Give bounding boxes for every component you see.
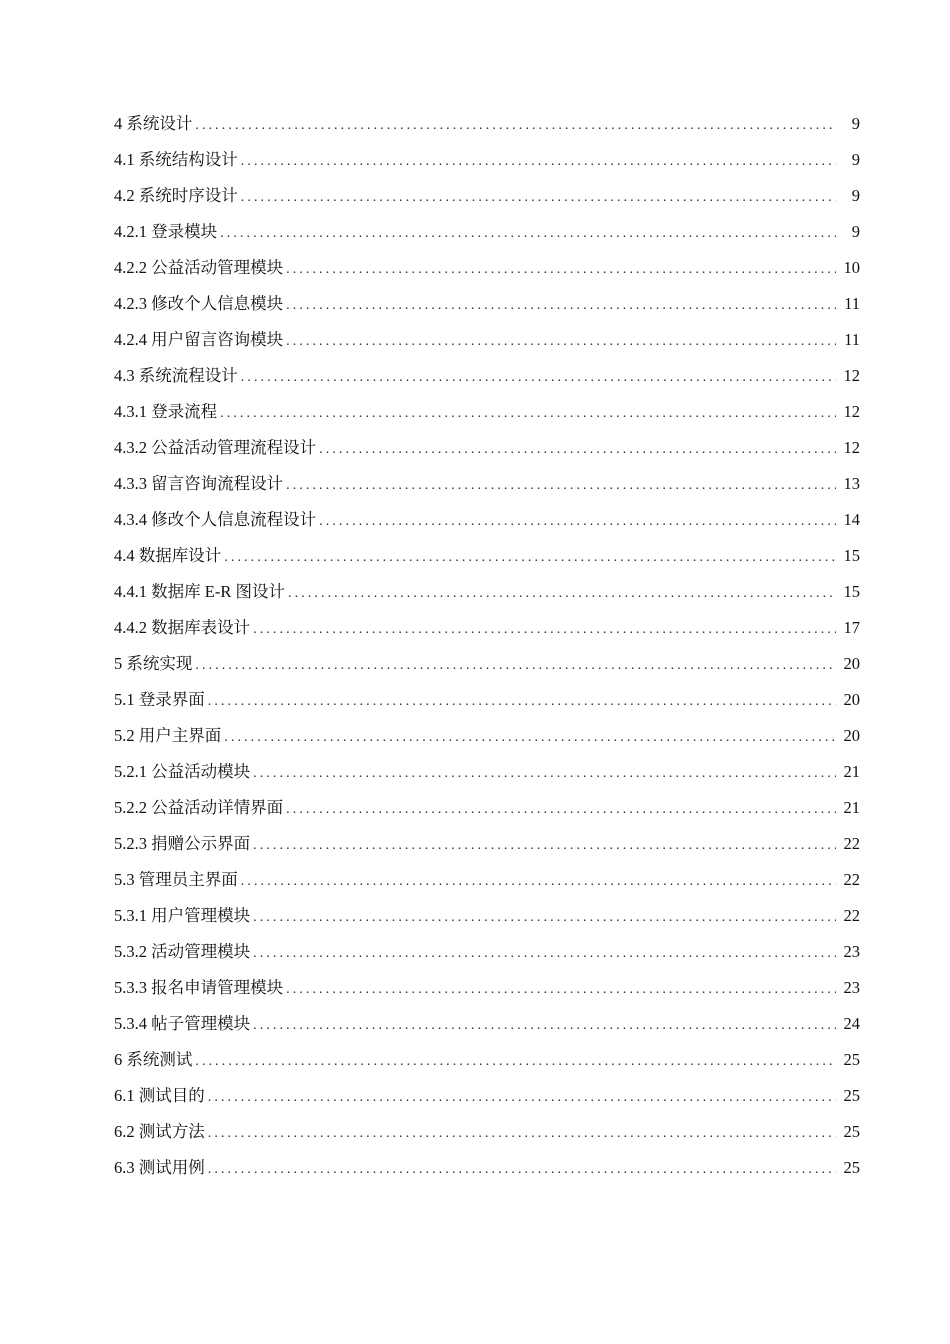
dot-leader	[241, 871, 836, 893]
toc-entry-page: 23	[843, 942, 860, 961]
toc-entry-page: 22	[843, 870, 860, 889]
toc-entry-page: 14	[843, 510, 860, 529]
dot-leader	[286, 799, 836, 821]
toc-entry-page: 15	[843, 546, 860, 565]
toc-entry-label: 4.2.2 公益活动管理模块	[114, 258, 284, 277]
toc-entry[interactable]	[114, 185, 860, 221]
toc-entry-label: 4.1 系统结构设计	[114, 150, 238, 169]
toc-entry[interactable]	[114, 617, 860, 653]
dot-leader	[208, 1087, 836, 1109]
toc-entry-page: 9	[851, 222, 860, 241]
toc-entry[interactable]	[114, 869, 860, 905]
toc-entry[interactable]	[114, 725, 860, 761]
toc-entry[interactable]	[114, 293, 860, 329]
dot-leader	[241, 151, 836, 173]
toc-entry-label: 6.2 测试方法	[114, 1122, 205, 1141]
dot-leader	[253, 1015, 836, 1037]
toc-entry-page: 24	[843, 1014, 860, 1033]
toc-entry-page: 20	[843, 654, 860, 673]
toc-entry-label: 4.2.3 修改个人信息模块	[114, 294, 284, 313]
dot-leader	[208, 1123, 836, 1145]
toc-entry-page: 11	[844, 294, 860, 313]
toc-entry-page: 12	[843, 438, 860, 457]
toc-entry-page: 11	[844, 330, 860, 349]
toc-entry[interactable]	[114, 653, 860, 689]
toc-entry[interactable]	[114, 1013, 860, 1049]
toc-entry-page: 15	[843, 582, 860, 601]
toc-entry[interactable]	[114, 689, 860, 725]
dot-leader	[286, 979, 836, 1001]
dot-leader	[253, 943, 836, 965]
toc-entry-label: 5.3.3 报名申请管理模块	[114, 978, 284, 997]
toc-entry[interactable]	[114, 941, 860, 977]
toc-entry-page: 9	[851, 150, 860, 169]
toc-entry[interactable]	[114, 1121, 860, 1157]
dot-leader	[286, 331, 836, 353]
toc-entry-page: 25	[843, 1158, 860, 1177]
toc-entry-label: 5.2.2 公益活动详情界面	[114, 798, 284, 817]
toc-entry[interactable]	[114, 977, 860, 1013]
toc-entry-page: 25	[843, 1122, 860, 1141]
dot-leader	[224, 547, 836, 569]
toc-entry[interactable]	[114, 509, 860, 545]
toc-entry-page: 17	[843, 618, 860, 637]
dot-leader	[286, 295, 836, 317]
toc-entry-page: 21	[843, 762, 860, 781]
toc-entry[interactable]	[114, 401, 860, 437]
toc-entry-page: 12	[843, 366, 860, 385]
toc-entry-page: 22	[843, 834, 860, 853]
toc-entry-label: 4.4.1 数据库 E-R 图设计	[114, 582, 285, 601]
dot-leader	[241, 187, 836, 209]
toc-entry-label: 5.2.3 捐赠公示界面	[114, 834, 251, 853]
dot-leader	[208, 1159, 836, 1181]
toc-entry-label: 4.2.4 用户留言咨询模块	[114, 330, 284, 349]
toc-entry[interactable]	[114, 833, 860, 869]
toc-entry-label: 4.4 数据库设计	[114, 546, 222, 565]
dot-leader	[224, 727, 836, 749]
toc-entry[interactable]	[114, 113, 860, 149]
dot-leader	[319, 511, 836, 533]
toc-entry-page: 22	[843, 906, 860, 925]
toc-entry-label: 6 系统测试	[114, 1050, 193, 1069]
toc-entry[interactable]	[114, 149, 860, 185]
toc-entry[interactable]	[114, 905, 860, 941]
toc-entry-label: 5.2.1 公益活动模块	[114, 762, 251, 781]
toc-entry-label: 4.3 系统流程设计	[114, 366, 238, 385]
toc-entry-page: 20	[843, 726, 860, 745]
table-of-contents	[114, 113, 860, 1193]
toc-entry-label: 5.3 管理员主界面	[114, 870, 238, 889]
dot-leader	[253, 907, 836, 929]
toc-entry-label: 5.1 登录界面	[114, 690, 205, 709]
toc-entry[interactable]	[114, 761, 860, 797]
toc-entry[interactable]	[114, 581, 860, 617]
toc-entry[interactable]	[114, 221, 860, 257]
toc-entry-label: 6.1 测试目的	[114, 1086, 205, 1105]
toc-entry[interactable]	[114, 473, 860, 509]
toc-entry[interactable]	[114, 257, 860, 293]
toc-entry-label: 4.4.2 数据库表设计	[114, 618, 251, 637]
toc-entry[interactable]	[114, 1049, 860, 1085]
toc-entry-page: 23	[843, 978, 860, 997]
dot-leader	[286, 259, 836, 281]
dot-leader	[319, 439, 836, 461]
toc-entry[interactable]	[114, 365, 860, 401]
toc-entry-label: 4.3.3 留言咨询流程设计	[114, 474, 284, 493]
dot-leader	[288, 583, 836, 605]
toc-entry-page: 10	[843, 258, 860, 277]
toc-entry-page: 12	[843, 402, 860, 421]
toc-entry-label: 4.2.1 登录模块	[114, 222, 218, 241]
dot-leader	[286, 475, 836, 497]
dot-leader	[220, 223, 836, 245]
toc-entry-page: 25	[843, 1086, 860, 1105]
dot-leader	[253, 763, 836, 785]
toc-entry-label: 4.3.2 公益活动管理流程设计	[114, 438, 317, 457]
dot-leader	[195, 655, 836, 677]
toc-entry-page: 9	[851, 114, 860, 133]
toc-entry-label: 5.3.1 用户管理模块	[114, 906, 251, 925]
dot-leader	[253, 835, 836, 857]
toc-entry-page: 13	[843, 474, 860, 493]
toc-entry-label: 5.3.4 帖子管理模块	[114, 1014, 251, 1033]
toc-entry-label: 4 系统设计	[114, 114, 193, 133]
toc-entry-label: 4.3.4 修改个人信息流程设计	[114, 510, 317, 529]
toc-entry-page: 9	[851, 186, 860, 205]
toc-entry[interactable]	[114, 1157, 860, 1193]
dot-leader	[208, 691, 836, 713]
dot-leader	[220, 403, 836, 425]
toc-entry-label: 5 系统实现	[114, 654, 193, 673]
toc-entry[interactable]	[114, 545, 860, 581]
dot-leader	[253, 619, 836, 641]
toc-entry-page: 25	[843, 1050, 860, 1069]
dot-leader	[241, 367, 836, 389]
toc-entry-page: 20	[843, 690, 860, 709]
dot-leader	[195, 1051, 836, 1073]
toc-entry-label: 4.3.1 登录流程	[114, 402, 218, 421]
toc-entry[interactable]	[114, 329, 860, 365]
toc-entry-label: 5.3.2 活动管理模块	[114, 942, 251, 961]
toc-entry-label: 5.2 用户主界面	[114, 726, 222, 745]
toc-entry-page: 21	[843, 798, 860, 817]
toc-entry-label: 6.3 测试用例	[114, 1158, 205, 1177]
toc-entry-label: 4.2 系统时序设计	[114, 186, 238, 205]
dot-leader	[195, 115, 836, 137]
toc-entry[interactable]	[114, 1085, 860, 1121]
toc-entry[interactable]	[114, 437, 860, 473]
toc-entry[interactable]	[114, 797, 860, 833]
